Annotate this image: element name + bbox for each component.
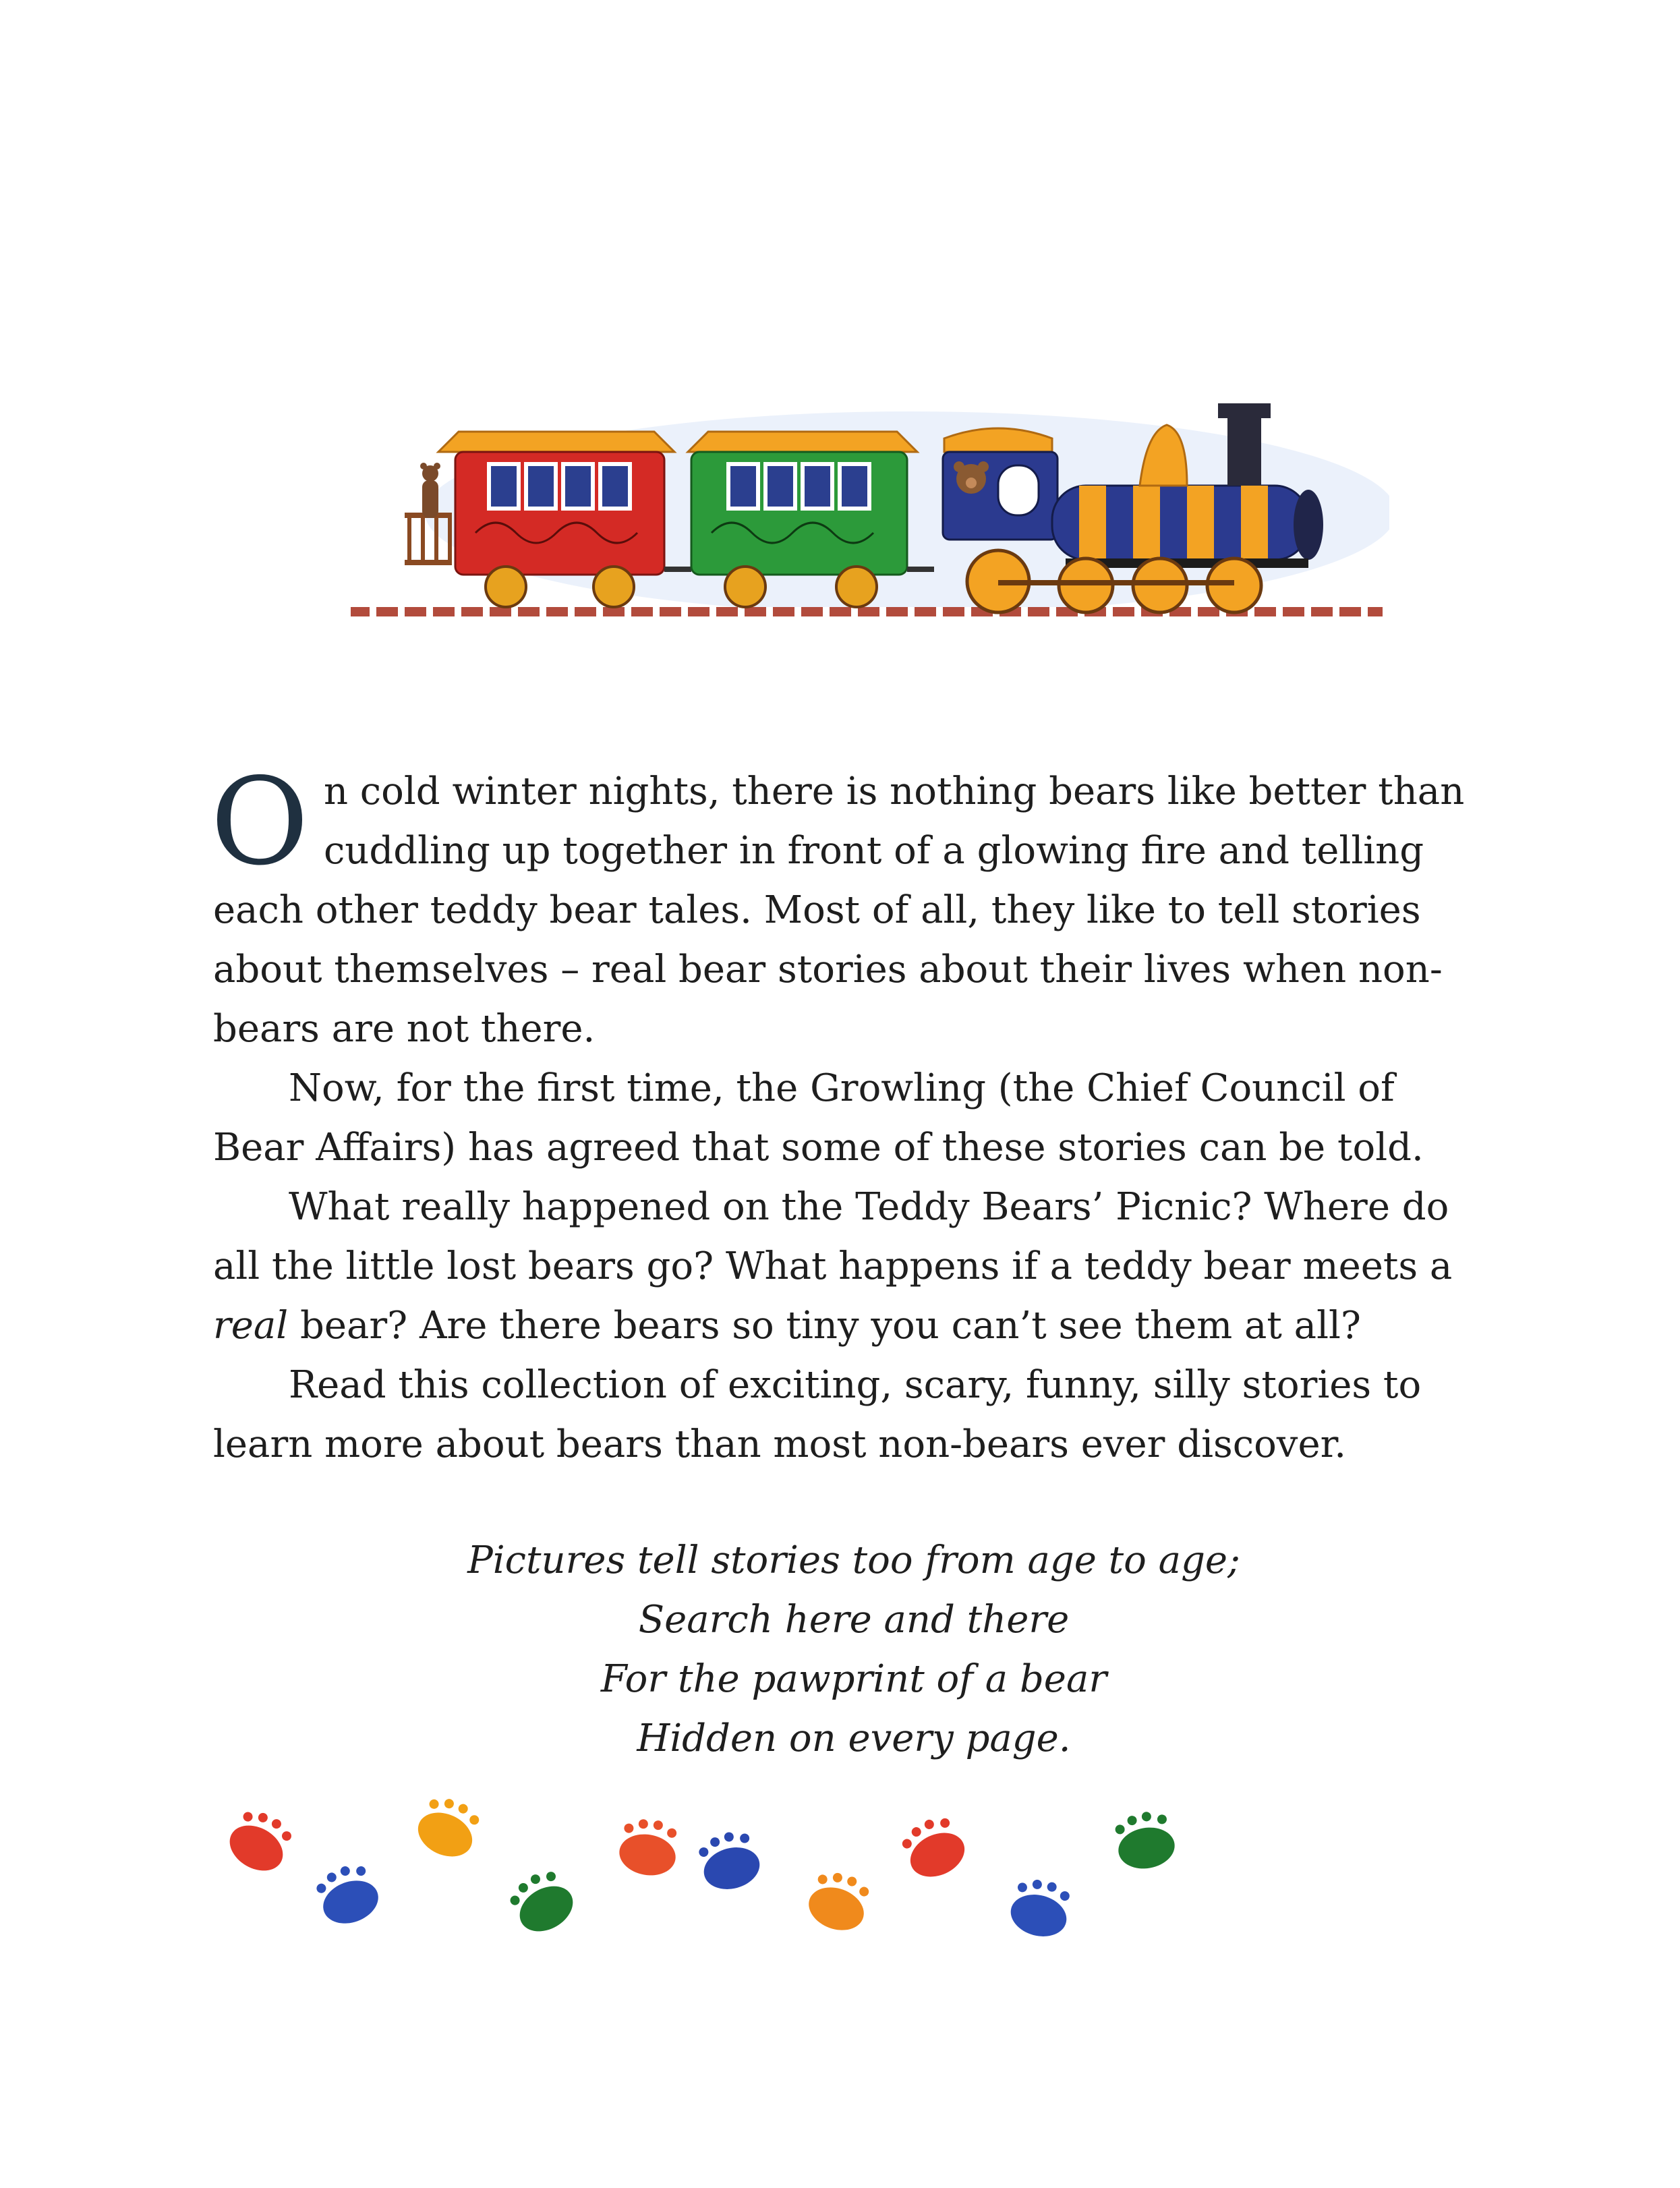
- intro-text: [210, 752, 1495, 1474]
- intro-paragraph-2: Now, for the first time, the Growling (the Chief Council of Bear Affairs) has agreed that some of these stories can be told.: [213, 1066, 1424, 1170]
- pawprint-icon: [803, 1866, 875, 1938]
- verse-line-4: Hidden on every page.: [637, 1717, 1071, 1760]
- verse-line-1: Pictures tell stories too from age to age;: [467, 1538, 1240, 1582]
- pawprint-icon: [1112, 1808, 1178, 1873]
- intro-paragraph-4: Read this collection of exciting, scary, funny, silly stories to learn more about bears than most non-bears ever discover.: [213, 1363, 1422, 1466]
- pawprint-icon: [616, 1815, 681, 1880]
- toy-train-illustration: [351, 384, 1389, 654]
- pawprint-icon: [1006, 1874, 1076, 1942]
- pawprint-icon: [695, 1826, 765, 1895]
- drop-cap: O: [210, 752, 309, 892]
- intro-paragraph-3-emphasis: real: [213, 1304, 289, 1348]
- verse-line-3: For the pawprint of a bear: [600, 1657, 1107, 1701]
- intro-paragraph-1: [210, 752, 1495, 1059]
- intro-paragraph-3-end: bear? Are there bears so tiny you can’t see them at all?: [288, 1304, 1361, 1348]
- pawprint-icon: [312, 1859, 384, 1931]
- intro-paragraph-3: [213, 1178, 1495, 1356]
- pawprint-icon: [897, 1810, 972, 1885]
- pawprints-trail-icon: [229, 1794, 1376, 1969]
- intro-paragraph-3-start: What really happened on the Teddy Bears’ Picnic? Where do all the little lost bears go? What happens if a teddy bear meets a: [213, 1185, 1453, 1288]
- verse: [213, 1531, 1495, 1768]
- rear-platform: [405, 463, 452, 565]
- pawprint-icon: [504, 1864, 581, 1940]
- pawprint-icon: [411, 1794, 486, 1865]
- verse-line-2: Search here and there: [638, 1598, 1070, 1642]
- pawprint-icon: [229, 1803, 299, 1880]
- intro-paragraph-1-text: n cold winter nights, there is nothing bears like better than cuddling up together in front of a glowing fire and telling each other teddy bear tales. Most of all, they like to tell stories about themselves – real bear stories about their lives when non-bears are not there.: [213, 770, 1465, 1051]
